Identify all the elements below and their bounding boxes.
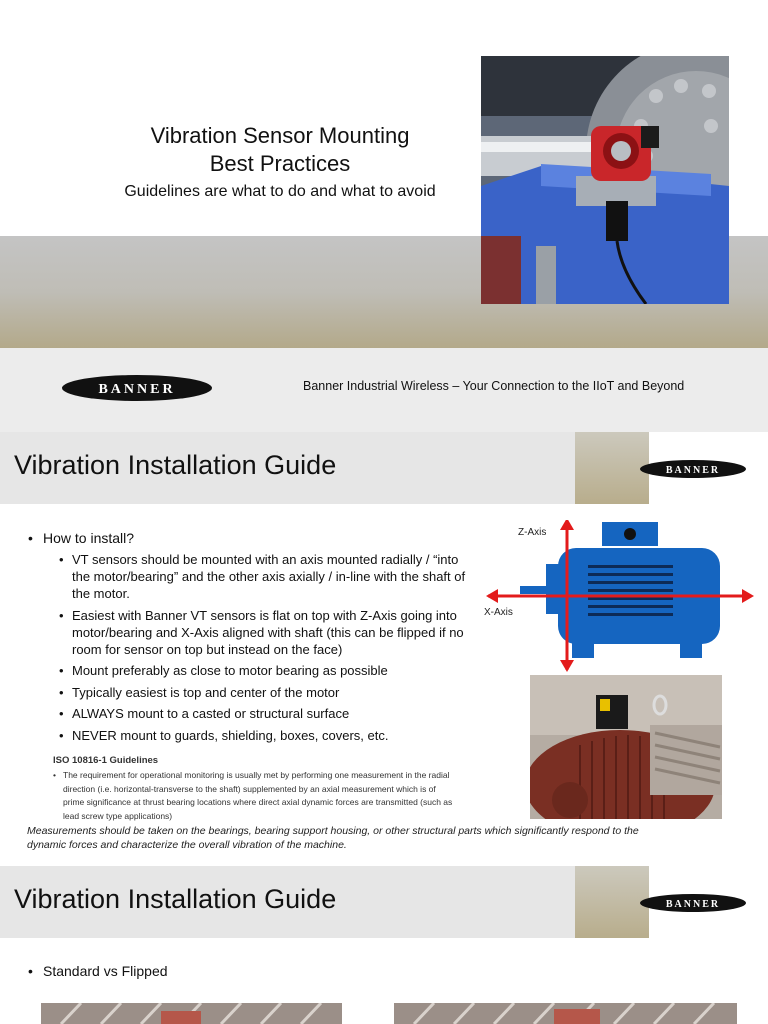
svg-text:BANNER: BANNER: [665, 465, 721, 476]
x-axis-arrow-right: [742, 589, 754, 603]
title-line-1: Vibration Sensor Mounting: [150, 123, 410, 148]
motor-shaft: [520, 586, 548, 594]
standard-vs-flipped-slide: [0, 866, 768, 1024]
installation-guide-slide: [0, 432, 768, 866]
slide-title: [60, 122, 500, 178]
sub-bullet: • VT sensors should be mounted with an axis mounted radially / “into the motor/bearing” and the other axis axially / in-line with the shaft of the motor.: [59, 551, 477, 602]
iso-text: • The requirement for operational monitoring is usually met by performing one measurement in the radial direction (i.e. horizontal-transverse to the shaft) supplemented by an axial measurement which is of prime significance at thrust bearing locations where direct axial dynamic forces are transmitted (such as lead screw type applications): [53, 769, 453, 823]
measurement-note: Measurements should be taken on the bearings, bearing support housing, or other structural parts which significantly respond to the dynamic forces and characterize the overall vibration of the machine.: [27, 825, 639, 851]
motor-axis-diagram: [480, 520, 756, 672]
slide-title: Vibration Installation Guide: [14, 884, 337, 914]
standard-mount-photo: [41, 1003, 342, 1024]
z-axis-arrow-down: [560, 660, 574, 672]
header-accent: [575, 866, 649, 938]
slide-title: Vibration Installation Guide: [14, 450, 337, 480]
iso-heading: ISO 10816-1 Guidelines: [53, 755, 159, 766]
footer-tagline: Banner Industrial Wireless – Your Connection to the IIoT and Beyond: [303, 379, 685, 393]
sub-bullet: • Mount preferably as close to motor bearing as possible: [59, 662, 477, 679]
banner-logo: [61, 374, 213, 402]
sub-bullet-list: [59, 551, 477, 748]
bullet-how-to-install: • How to install?: [28, 529, 468, 547]
motor-foot-right: [680, 640, 702, 658]
z-axis-arrow-up: [560, 520, 574, 530]
sub-bullet: • Typically easiest is top and center of the motor: [59, 684, 477, 701]
sub-bullet: • ALWAYS mount to a casted or structural surface: [59, 705, 477, 722]
sub-bullet: • NEVER mount to guards, shielding, boxes, covers, etc.: [59, 727, 477, 744]
slide-subtitle: Guidelines are what to do and what to avoid: [124, 183, 436, 200]
bullet-list: [28, 962, 168, 980]
banner-logo: [639, 459, 747, 479]
z-axis-label: Z-Axis: [518, 527, 547, 538]
terminal-box-hole: [624, 528, 636, 540]
motor-shaft-flange: [546, 564, 560, 614]
svg-text:BANNER: BANNER: [665, 899, 721, 910]
x-axis-arrow-left: [486, 589, 498, 603]
bullet-standard-vs-flipped: • Standard vs Flipped: [28, 962, 168, 980]
motor-foot-left: [572, 640, 594, 658]
banner-logo: [639, 893, 747, 913]
x-axis-label: X-Axis: [484, 607, 513, 618]
hero-sensor-image: [481, 56, 729, 304]
svg-text:BANNER: BANNER: [98, 382, 176, 397]
header-accent: [575, 432, 649, 504]
title-slide: [0, 0, 768, 432]
flipped-mount-photo: [394, 1003, 737, 1024]
bullet-list: [28, 529, 468, 547]
sub-bullet: • Easiest with Banner VT sensors is flat on top with Z-Axis going into motor/bearing and X-Axis aligned with shaft (this can be flipped if no room for sensor on top but instead on the face): [59, 607, 477, 658]
motor-photo: [530, 675, 722, 819]
title-line-2: Best Practices: [209, 151, 351, 176]
